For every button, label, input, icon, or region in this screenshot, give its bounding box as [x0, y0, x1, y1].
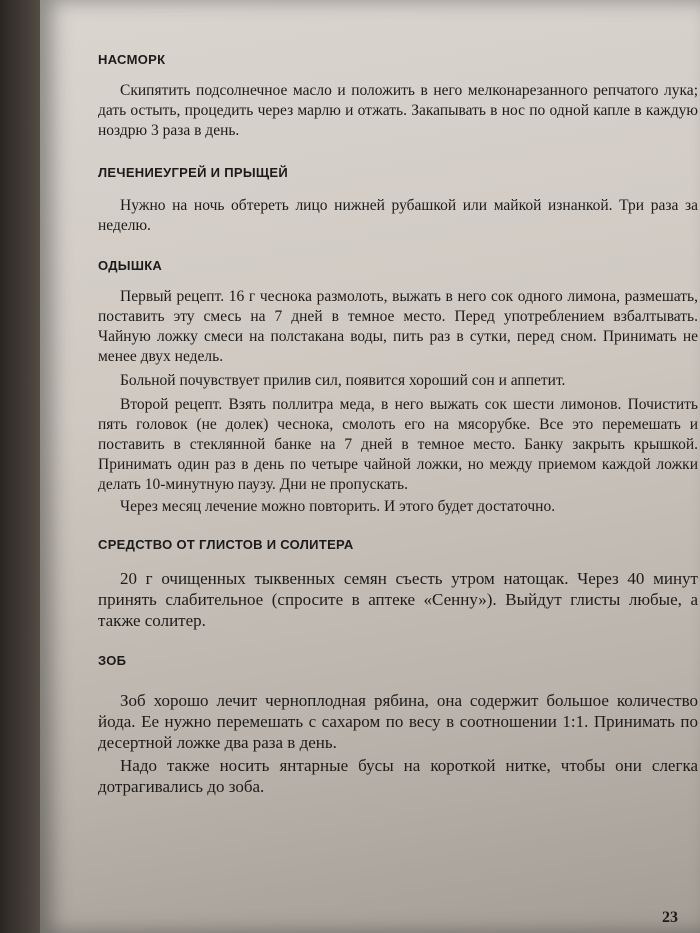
page-content: [98, 52, 698, 797]
paragraph: Нужно на ночь обтереть лицо нижней рубашкой или майкой изнанкой. Три раза за неделю.: [98, 197, 698, 234]
paragraph: Второй рецепт. Взять поллитра меда, в него выжать сок шести лимонов. Почистить пять головок (не долек) чеснока, смолоть его на мясорубке. Все это перемешать и поставить в стеклянной банке на 7 дней в темное место. Банку закрыть крышкой. Принимать один раз в день по четыре чайной ложки, но между приемом каждой ложки делать 10-минутную паузу. Дни не пропускать.: [98, 396, 698, 493]
heading-nasmork: НАСМОРК: [98, 52, 166, 67]
page-number: 23: [662, 909, 678, 926]
paragraph: Через месяц лечение можно повторить. И этого будет достаточно.: [120, 498, 556, 515]
heading-odyshka: ОДЫШКА: [98, 258, 163, 273]
paragraph: Надо также носить янтарные бусы на короткой нитке, чтобы они слегка дотрагивались до зоба.: [98, 756, 698, 796]
paragraph: 20 г очищенных тыквенных семян съесть утром натощак. Через 40 минут принять слабительное (спросите в аптеке «Сенну»). Выйдут глисты любые, а также солитер.: [98, 569, 698, 630]
heading-glisty: СРЕДСТВО ОТ ГЛИСТОВ И СОЛИТЕРА: [98, 537, 354, 552]
heading-ugri: ЛЕЧЕНИЕУГРЕЙ И ПРЫЩЕЙ: [98, 165, 289, 180]
heading-zob: ЗОБ: [98, 653, 127, 668]
book-page: [40, 0, 700, 933]
paragraph: Первый рецепт. 16 г чеснока размолоть, выжать в него сок одного лимона, размешать, поставить эту смесь на 7 дней в темное место. Перед употреблением взбалтывать. Чайную ложку смеси на полстакана воды, пить раз в сутки, перед сном. Принимать не менее двух недель.: [98, 288, 698, 365]
paragraph: Скипятить подсолнечное масло и положить в него мелконарезанного репчатого лука; дать остыть, процедить через марлю и отжать. Закапывать в нос по одной капле в каждую ноздрю 3 раза в день.: [98, 82, 698, 139]
paragraph: Зоб хорошо лечит черноплодная рябина, она содержит большое количество йода. Ее нужно перемешать с сахаром по весу в соотношении 1:1. Принимать по десертной ложке два раза в день.: [98, 691, 698, 752]
paragraph: Больной почувствует прилив сил, появится хороший сон и аппетит.: [120, 372, 566, 389]
